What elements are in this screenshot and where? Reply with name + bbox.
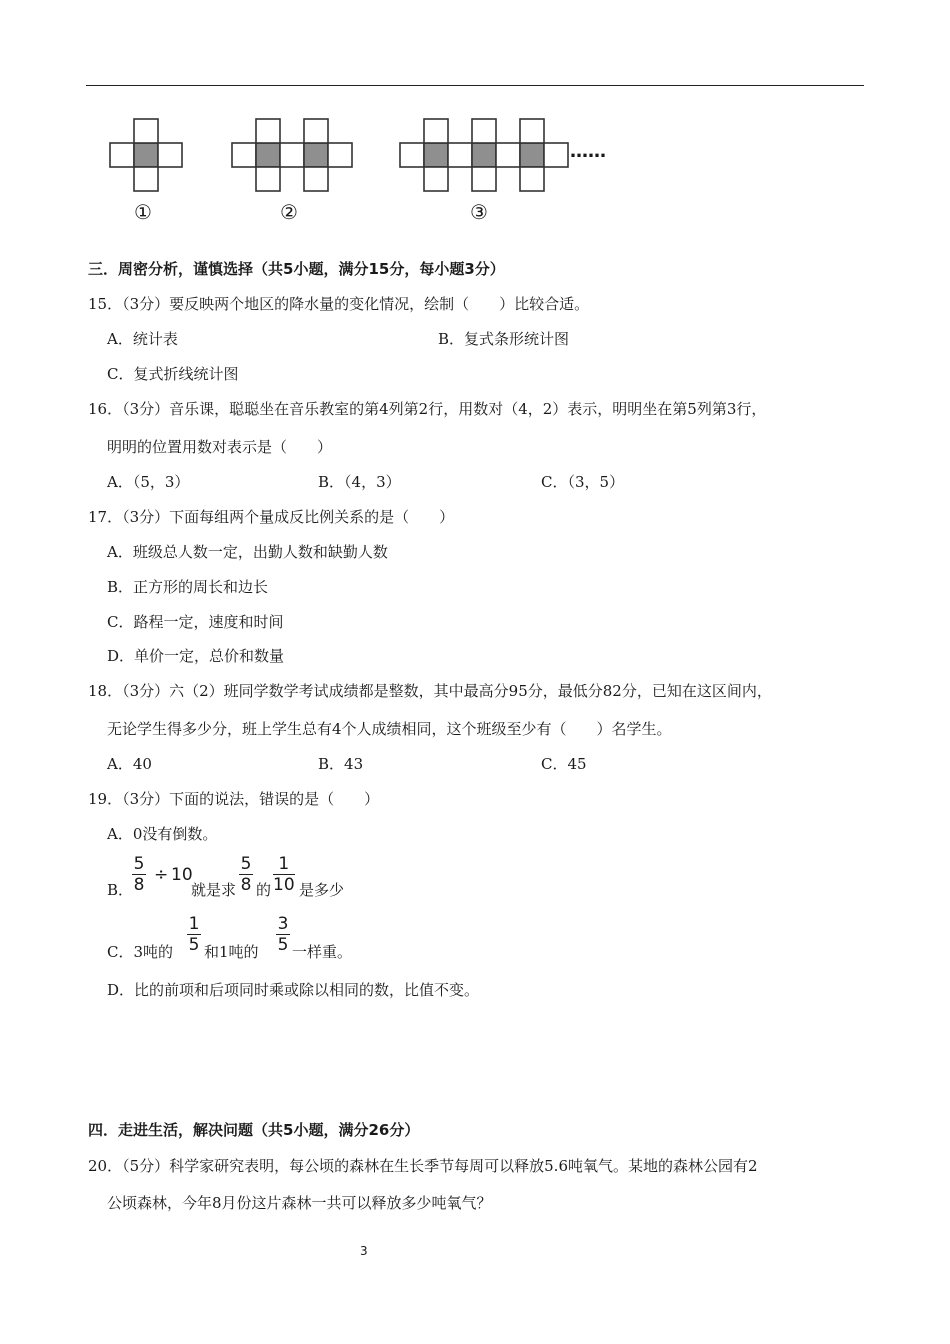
pattern-1-row-cell	[134, 143, 158, 167]
figure-label-3: ③	[470, 200, 488, 224]
q16-option-c: C．（3，5）	[541, 473, 625, 491]
q18-stem-line2: 无论学生得多少分，班上学生总有4个人成绩相同，这个班级至少有（ ）名学生。	[107, 720, 672, 738]
q18-stem-line1: 18．（3分）六（2）班同学数学考试成绩都是整数，其中最高分95分，最低分82分，已知在这区间内，	[88, 682, 772, 700]
q19-b-ten: 10	[171, 865, 193, 885]
section-4-title: 四．走进生活，解决问题（共5小题，满分26分）	[88, 1121, 420, 1139]
pattern-2-top-cell	[304, 119, 328, 143]
section-3-title: 三．周密分析，谨慎选择（共5小题，满分15分，每小题3分）	[88, 260, 505, 278]
q18-option-c: C．45	[541, 755, 587, 773]
division-sign: ÷	[154, 865, 169, 885]
q18-option-a: A．40	[107, 755, 152, 773]
q19-b-mid2: 的	[256, 881, 272, 899]
pattern-2-row-cell	[304, 143, 328, 167]
pattern-1-top-cell	[134, 119, 158, 143]
pattern-3-row-cell	[400, 143, 424, 167]
figure-ellipsis: ……	[570, 141, 606, 162]
q19-b-prefix: B．	[107, 881, 134, 899]
pattern-3-row-cell	[424, 143, 448, 167]
pattern-figure	[100, 108, 630, 232]
pattern-3-top-cell	[472, 119, 496, 143]
pattern-3-bottom-cell	[520, 167, 544, 191]
fraction-numerator: 1	[278, 854, 290, 874]
q19-option-d: D．比的前项和后项同时乘或除以相同的数，比值不变。	[107, 981, 480, 999]
q15-option-a: A．统计表	[107, 330, 178, 348]
pattern-2-row-cell	[280, 143, 304, 167]
pattern-3-bottom-cell	[424, 167, 448, 191]
q19-b-fraction-3	[273, 855, 295, 894]
q15-option-b: B．复式条形统计图	[438, 330, 570, 348]
q19-b-fraction-1	[132, 855, 146, 894]
fraction-denominator: 8	[240, 875, 252, 895]
q17-option-b: B．正方形的周长和边长	[107, 578, 269, 596]
pattern-3-bottom-cell	[472, 167, 496, 191]
fraction-numerator: 5	[133, 854, 145, 874]
pattern-3-row-cell	[448, 143, 472, 167]
header-rule	[86, 85, 864, 86]
fraction-denominator: 5	[188, 935, 200, 955]
q15-option-c: C．复式折线统计图	[107, 365, 239, 383]
pattern-3-row-cell	[544, 143, 568, 167]
q19-option-a: A．0没有倒数。	[107, 825, 218, 843]
fraction-numerator: 5	[240, 854, 252, 874]
q19-c-prefix: C．3吨的	[107, 943, 174, 961]
q19-c-mid: 和1吨的	[204, 943, 259, 961]
q19-c-fraction-1	[187, 915, 201, 954]
fraction-denominator: 5	[277, 935, 289, 955]
q16-stem-line2: 明明的位置用数对表示是（ ）	[107, 438, 333, 456]
figure-label-1: ①	[134, 200, 152, 224]
pattern-2-bottom-cell	[256, 167, 280, 191]
pattern-2-row-cell	[256, 143, 280, 167]
pattern-figure-svg	[100, 108, 630, 228]
q16-option-a: A．（5，3）	[107, 473, 190, 491]
pattern-1-bottom-cell	[134, 167, 158, 191]
pattern-2-bottom-cell	[304, 167, 328, 191]
q19-stem: 19．（3分）下面的说法，错误的是（ ）	[88, 790, 380, 808]
pattern-3-row-cell	[472, 143, 496, 167]
q19-c-fraction-2	[276, 915, 290, 954]
q19-b-tail: 是多少	[299, 881, 345, 899]
q15-stem: 15．（3分）要反映两个地区的降水量的变化情况，绘制（ ）比较合适。	[88, 295, 590, 313]
fraction-numerator: 3	[277, 914, 289, 934]
q16-stem-line1: 16．（3分）音乐课，聪聪坐在音乐教室的第4列第2行，用数对（4，2）表示，明明坐在第5列第3行，	[88, 400, 767, 418]
pattern-2-row-cell	[232, 143, 256, 167]
q16-option-b: B．（4，3）	[318, 473, 401, 491]
q17-stem: 17．（3分）下面每组两个量成反比例关系的是（ ）	[88, 508, 455, 526]
q20-stem-line2: 公顷森林，今年8月份这片森林一共可以释放多少吨氧气？	[107, 1194, 492, 1212]
page-number: 3	[360, 1244, 368, 1258]
q17-option-c: C．路程一定，速度和时间	[107, 613, 284, 631]
pattern-1-row-cell	[110, 143, 134, 167]
q19-b-fraction-2	[239, 855, 253, 894]
pattern-1-row-cell	[158, 143, 182, 167]
fraction-denominator: 8	[133, 875, 145, 895]
q20-stem-line1: 20．（5分）科学家研究表明，每公顷的森林在生长季节每周可以释放5.6吨氧气。某地的森林公园有2	[88, 1157, 758, 1175]
q17-option-d: D．单价一定，总价和数量	[107, 647, 285, 665]
pattern-3-row-cell	[520, 143, 544, 167]
q19-c-tail: 一样重。	[292, 943, 353, 961]
pattern-3-top-cell	[520, 119, 544, 143]
pattern-3-top-cell	[424, 119, 448, 143]
pattern-3-row-cell	[496, 143, 520, 167]
pattern-2-top-cell	[256, 119, 280, 143]
pattern-2-row-cell	[328, 143, 352, 167]
fraction-denominator: 10	[273, 875, 295, 895]
q18-option-b: B．43	[318, 755, 364, 773]
fraction-numerator: 1	[188, 914, 200, 934]
figure-label-2: ②	[280, 200, 298, 224]
q17-option-a: A．班级总人数一定，出勤人数和缺勤人数	[107, 543, 388, 561]
q19-b-mid1: 就是求	[191, 881, 237, 899]
